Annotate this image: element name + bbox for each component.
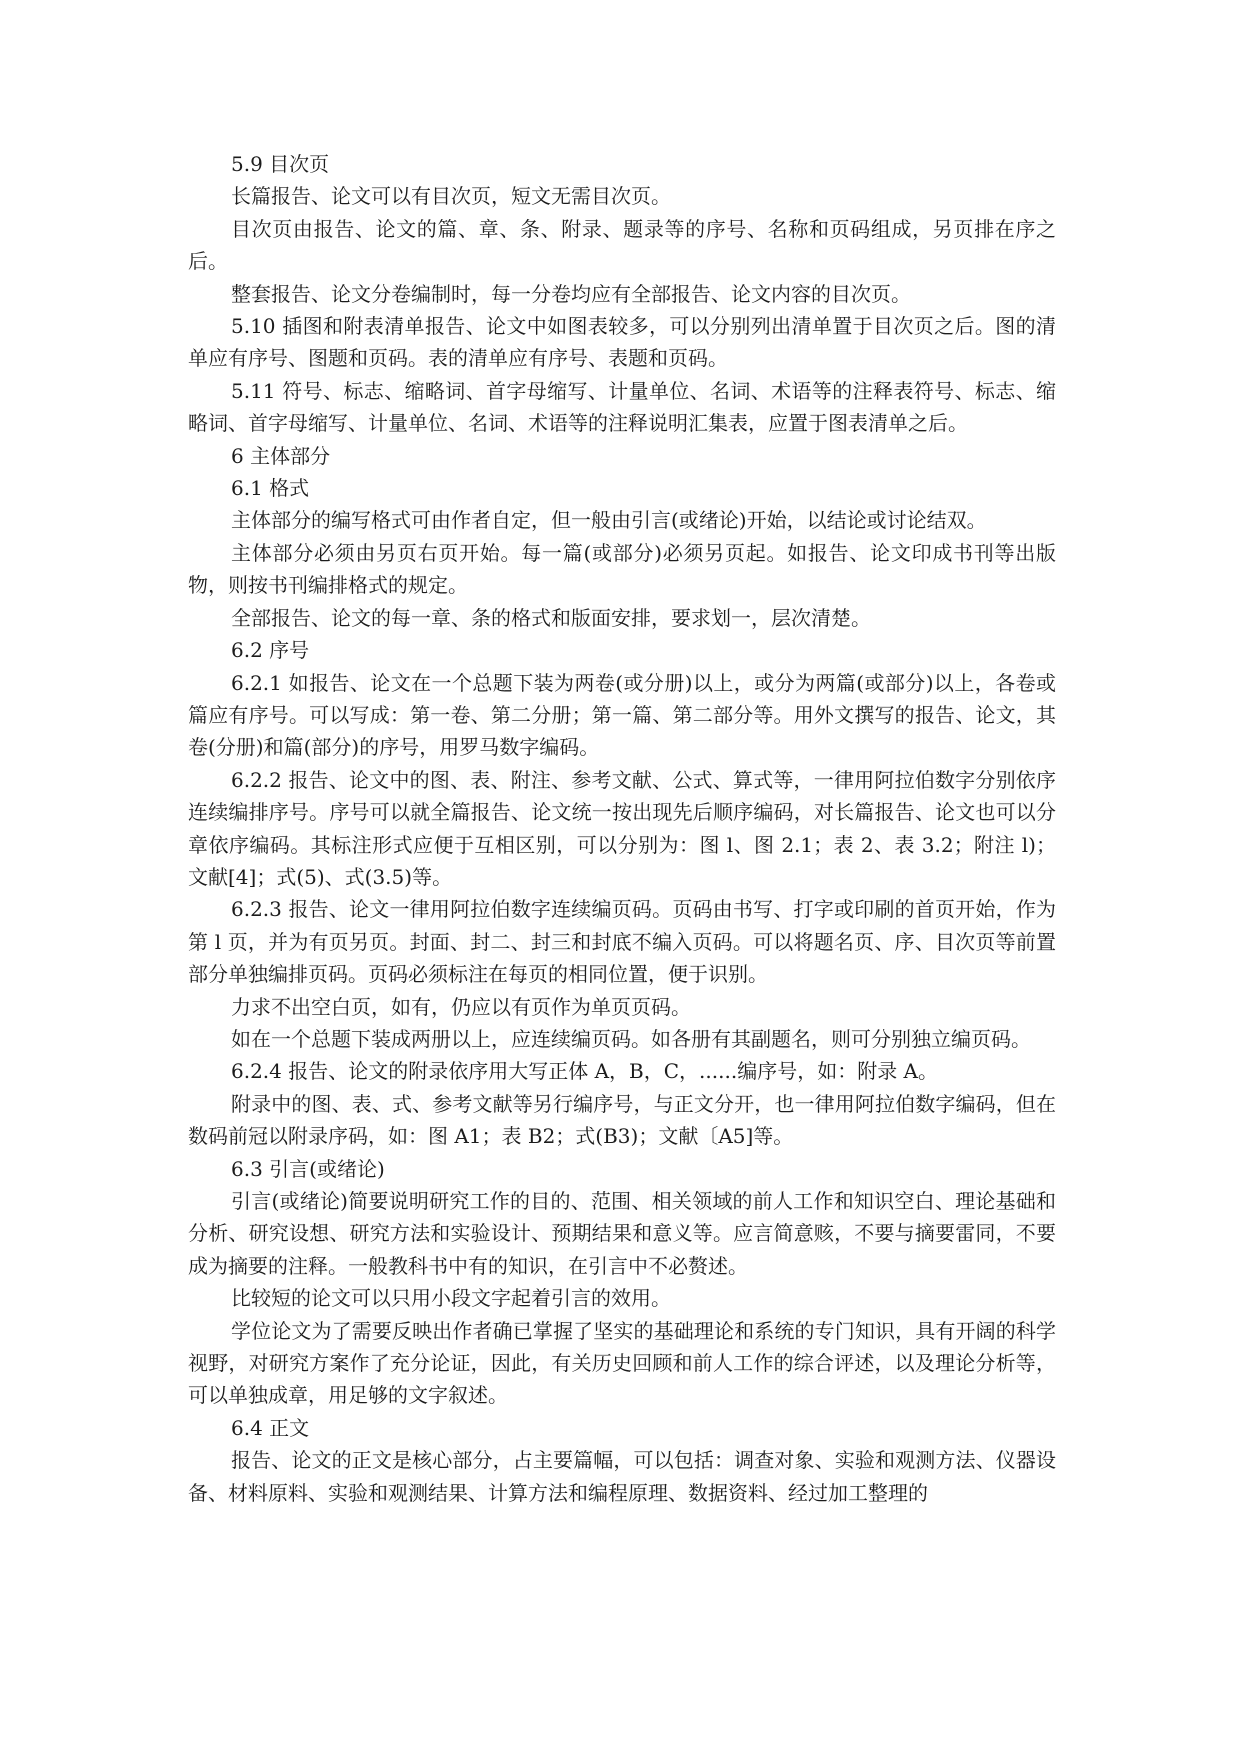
paragraph: 主体部分必须由另页右页开始。每一篇(或部分)必须另页起。如报告、论文印成书刊等出版物，则按书刊编排格式的规定。 bbox=[188, 540, 1056, 598]
paragraph: 长篇报告、论文可以有目次页，短文无需目次页。 bbox=[231, 184, 671, 209]
paragraph: 学位论文为了需要反映出作者确已掌握了坚实的基础理论和系统的专门知识，具有开阔的科学视野，对研究方案作了充分论证，因此，有关历史回顾和前人工作的综合评述，以及理论分析等，可以单独成章，用足够的文字叙述。 bbox=[188, 1318, 1056, 1408]
section-heading-5-9: 5.9 目次页 bbox=[231, 152, 330, 176]
paragraph: 引言(或绪论)简要说明研究工作的目的、范围、相关领域的前人工作和知识空白、理论基础和分析、研究设想、研究方法和实验设计、预期结果和意义等。应言简意赅，不要与摘要雷同，不要成为摘要的注释。一般教科书中有的知识，在引言中不必赘述。 bbox=[188, 1189, 1056, 1278]
paragraph: 目次页由报告、论文的篇、章、条、附录、题录等的序号、名称和页码组成，另页排在序之后。 bbox=[188, 216, 1056, 274]
paragraph-5-11: 5.11 符号、标志、缩略词、首字母缩写、计量单位、名词、术语等的注释表符号、标志、缩略词、首字母缩写、计量单位、名词、术语等的注释说明汇集表，应置于图表清单之后。 bbox=[188, 378, 1056, 436]
paragraph-6-2-2: 6.2.2 报告、论文中的图、表、附注、参考文献、公式、算式等，一律用阿拉伯数字分别依序连续编排序号。序号可以就全篇报告、论文统一按出现先后顺序编码，对长篇报告、论文也可以分章依序编码。其标注形式应便于互相区别，可以分别为：图 l、图 2.1；表 2、表 3.2；附注 l)；文献[4]；式(5)、式(3.5)等。 bbox=[188, 767, 1056, 889]
paragraph: 报告、论文的正文是核心部分，占主要篇幅，可以包括：调查对象、实验和观测方法、仪器设备、材料原料、实验和观测结果、计算方法和编程原理、数据资料、经过加工整理的 bbox=[188, 1448, 1056, 1505]
paragraph: 比较短的论文可以只用小段文字起着引言的效用。 bbox=[231, 1286, 671, 1311]
paragraph: 力求不出空白页，如有，仍应以有页作为单页页码。 bbox=[231, 994, 691, 1019]
paragraph-6-2-4: 6.2.4 报告、论文的附录依序用大写正体 A，B，C，......编序号，如：附录 A。 bbox=[231, 1059, 938, 1084]
paragraph: 附录中的图、表、式、参考文献等另行编序号，与正文分开，也一律用阿拉伯数字编码，但在数码前冠以附录序码，如：图 A1；表 B2；式(B3)；文献〔A5]等。 bbox=[188, 1091, 1056, 1149]
section-heading-6: 6 主体部分 bbox=[231, 443, 331, 468]
paragraph-6-2-1: 6.2.1 如报告、论文在一个总题下装为两卷(或分册)以上，或分为两篇(或部分)以上，各卷或篇应有序号。可以写成：第一卷、第二分册；第一篇、第二部分等。用外文撰写的报告、论文，其卷(分册)和篇(部分)的序号，用罗马数字编码。 bbox=[188, 670, 1056, 760]
section-heading-6-4: 6.4 正文 bbox=[231, 1415, 310, 1440]
paragraph: 全部报告、论文的每一章、条的格式和版面安排，要求划一，层次清楚。 bbox=[231, 605, 871, 630]
section-heading-6-2: 6.2 序号 bbox=[231, 638, 310, 663]
paragraph-6-2-3: 6.2.3 报告、论文一律用阿拉伯数字连续编页码。页码由书写、打字或印刷的首页开始，作为第 l 页，并为有页另页。封面、封二、封三和封底不编入页码。可以将题名页、序、目次页等前置部分单独编排页码。页码必须标注在每页的相同位置，便于识别。 bbox=[188, 897, 1056, 987]
paragraph-5-10: 5.10 插图和附表清单报告、论文中如图表较多，可以分别列出清单置于目次页之后。图的清单应有序号、图题和页码。表的清单应有序号、表题和页码。 bbox=[188, 314, 1056, 371]
paragraph: 整套报告、论文分卷编制时，每一分卷均应有全部报告、论文内容的目次页。 bbox=[231, 281, 911, 306]
section-heading-6-1: 6.1 格式 bbox=[231, 476, 310, 501]
document-body bbox=[188, 148, 1056, 1509]
section-heading-6-3: 6.3 引言(或绪论) bbox=[231, 1156, 385, 1181]
paragraph: 主体部分的编写格式可由作者自定，但一般由引言(或绪论)开始，以结论或讨论结双。 bbox=[231, 508, 987, 533]
paragraph: 如在一个总题下装成两册以上，应连续编页码。如各册有其副题名，则可分别独立编页码。 bbox=[231, 1026, 1031, 1051]
